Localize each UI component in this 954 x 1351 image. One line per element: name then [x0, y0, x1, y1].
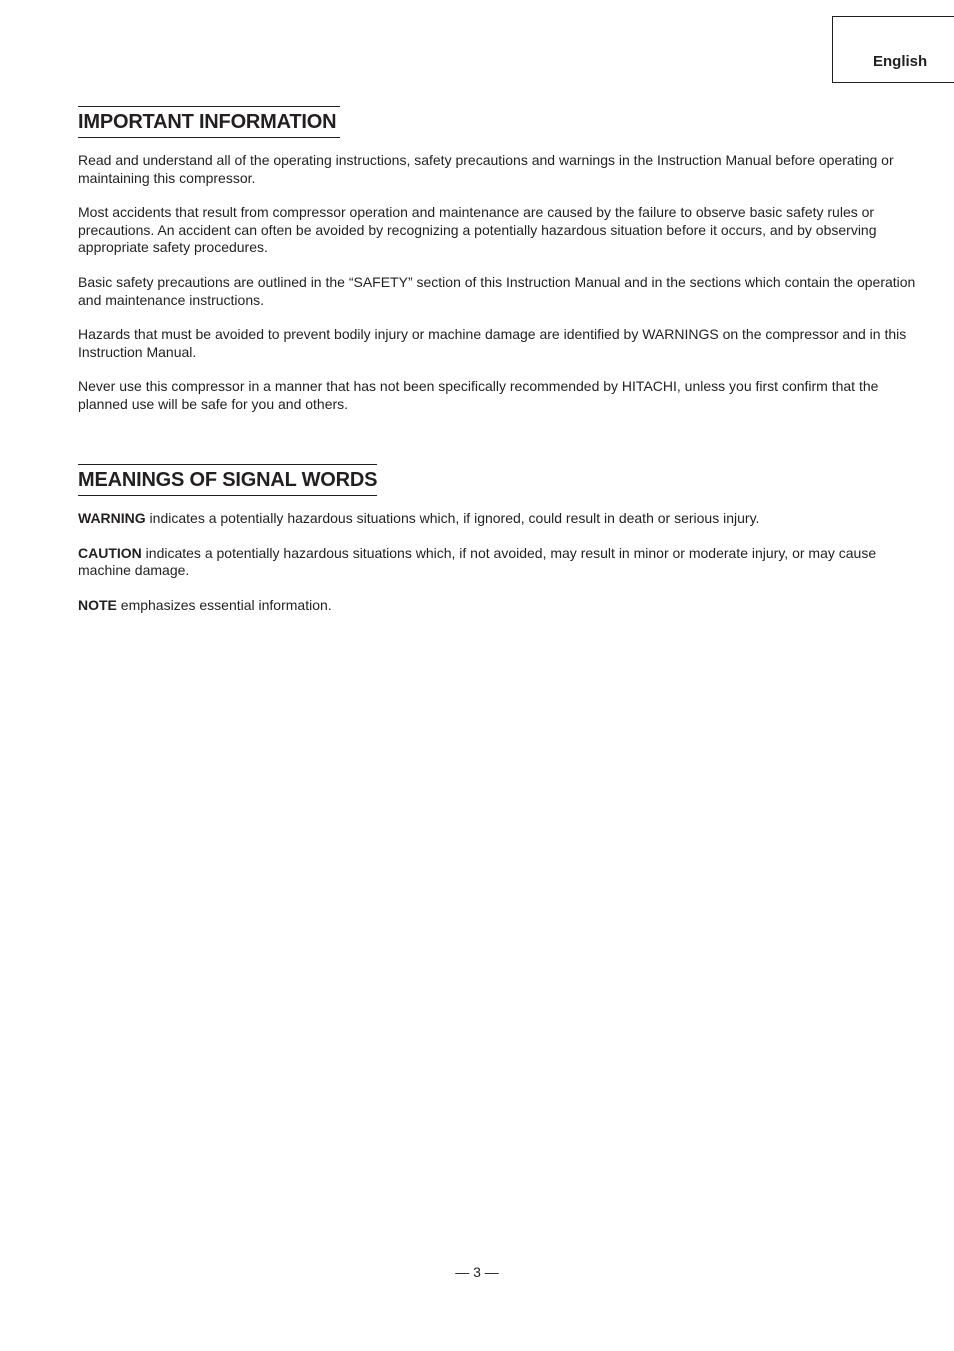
paragraph: Most accidents that result from compressor operation and maintenance are caused by the failure to observe basic safety rules or precautions. An accident can often be avoided by recognizing a potentially hazardous situation before it occurs, and by observing appropriate safety procedures.: [78, 204, 877, 256]
signal-word-caution: [78, 545, 930, 580]
paragraph: Basic safety precautions are outlined in the “SAFETY” section of this Instruction Manual and in the sections which contain the operation and maintenance instructions.: [78, 273, 916, 308]
keyword-warning: WARNING: [78, 510, 146, 526]
section-title-signal-words: MEANINGS OF SIGNAL WORDS: [78, 464, 377, 496]
language-label: English: [873, 53, 928, 70]
keyword-note: NOTE: [78, 596, 117, 613]
page-number: — 3 —: [455, 1264, 499, 1280]
important-information-section: [78, 106, 930, 414]
keyword-caution: CAUTION: [78, 544, 142, 561]
paragraph: Never use this compressor in a manner that has not been specifically recommended by HITACHI, unless you first confirm that the planned use will be safe for you and others.: [78, 378, 879, 412]
signal-word-note: [78, 597, 930, 615]
signal-word-definition: indicates a potentially hazardous situations which, if not avoided, may result in minor or moderate injury, or may cause machine damage.: [78, 544, 877, 579]
signal-word-warning: [78, 510, 930, 528]
signal-words-section: [78, 464, 930, 614]
signal-word-definition: emphasizes essential information.: [116, 596, 332, 613]
paragraph: Hazards that must be avoided to prevent bodily injury or machine damage are identified by WARNINGS on the compressor and in this Instruction Manual.: [78, 326, 907, 360]
language-tab: [832, 16, 954, 83]
paragraph: Read and understand all of the operating instructions, safety precautions and warnings in the Instruction Manual before operating or maintaining this compressor.: [78, 152, 894, 186]
section-title-important: IMPORTANT INFORMATION: [78, 106, 340, 138]
signal-word-definition: indicates a potentially hazardous situations which, if ignored, could result in death or serious injury.: [145, 510, 760, 526]
